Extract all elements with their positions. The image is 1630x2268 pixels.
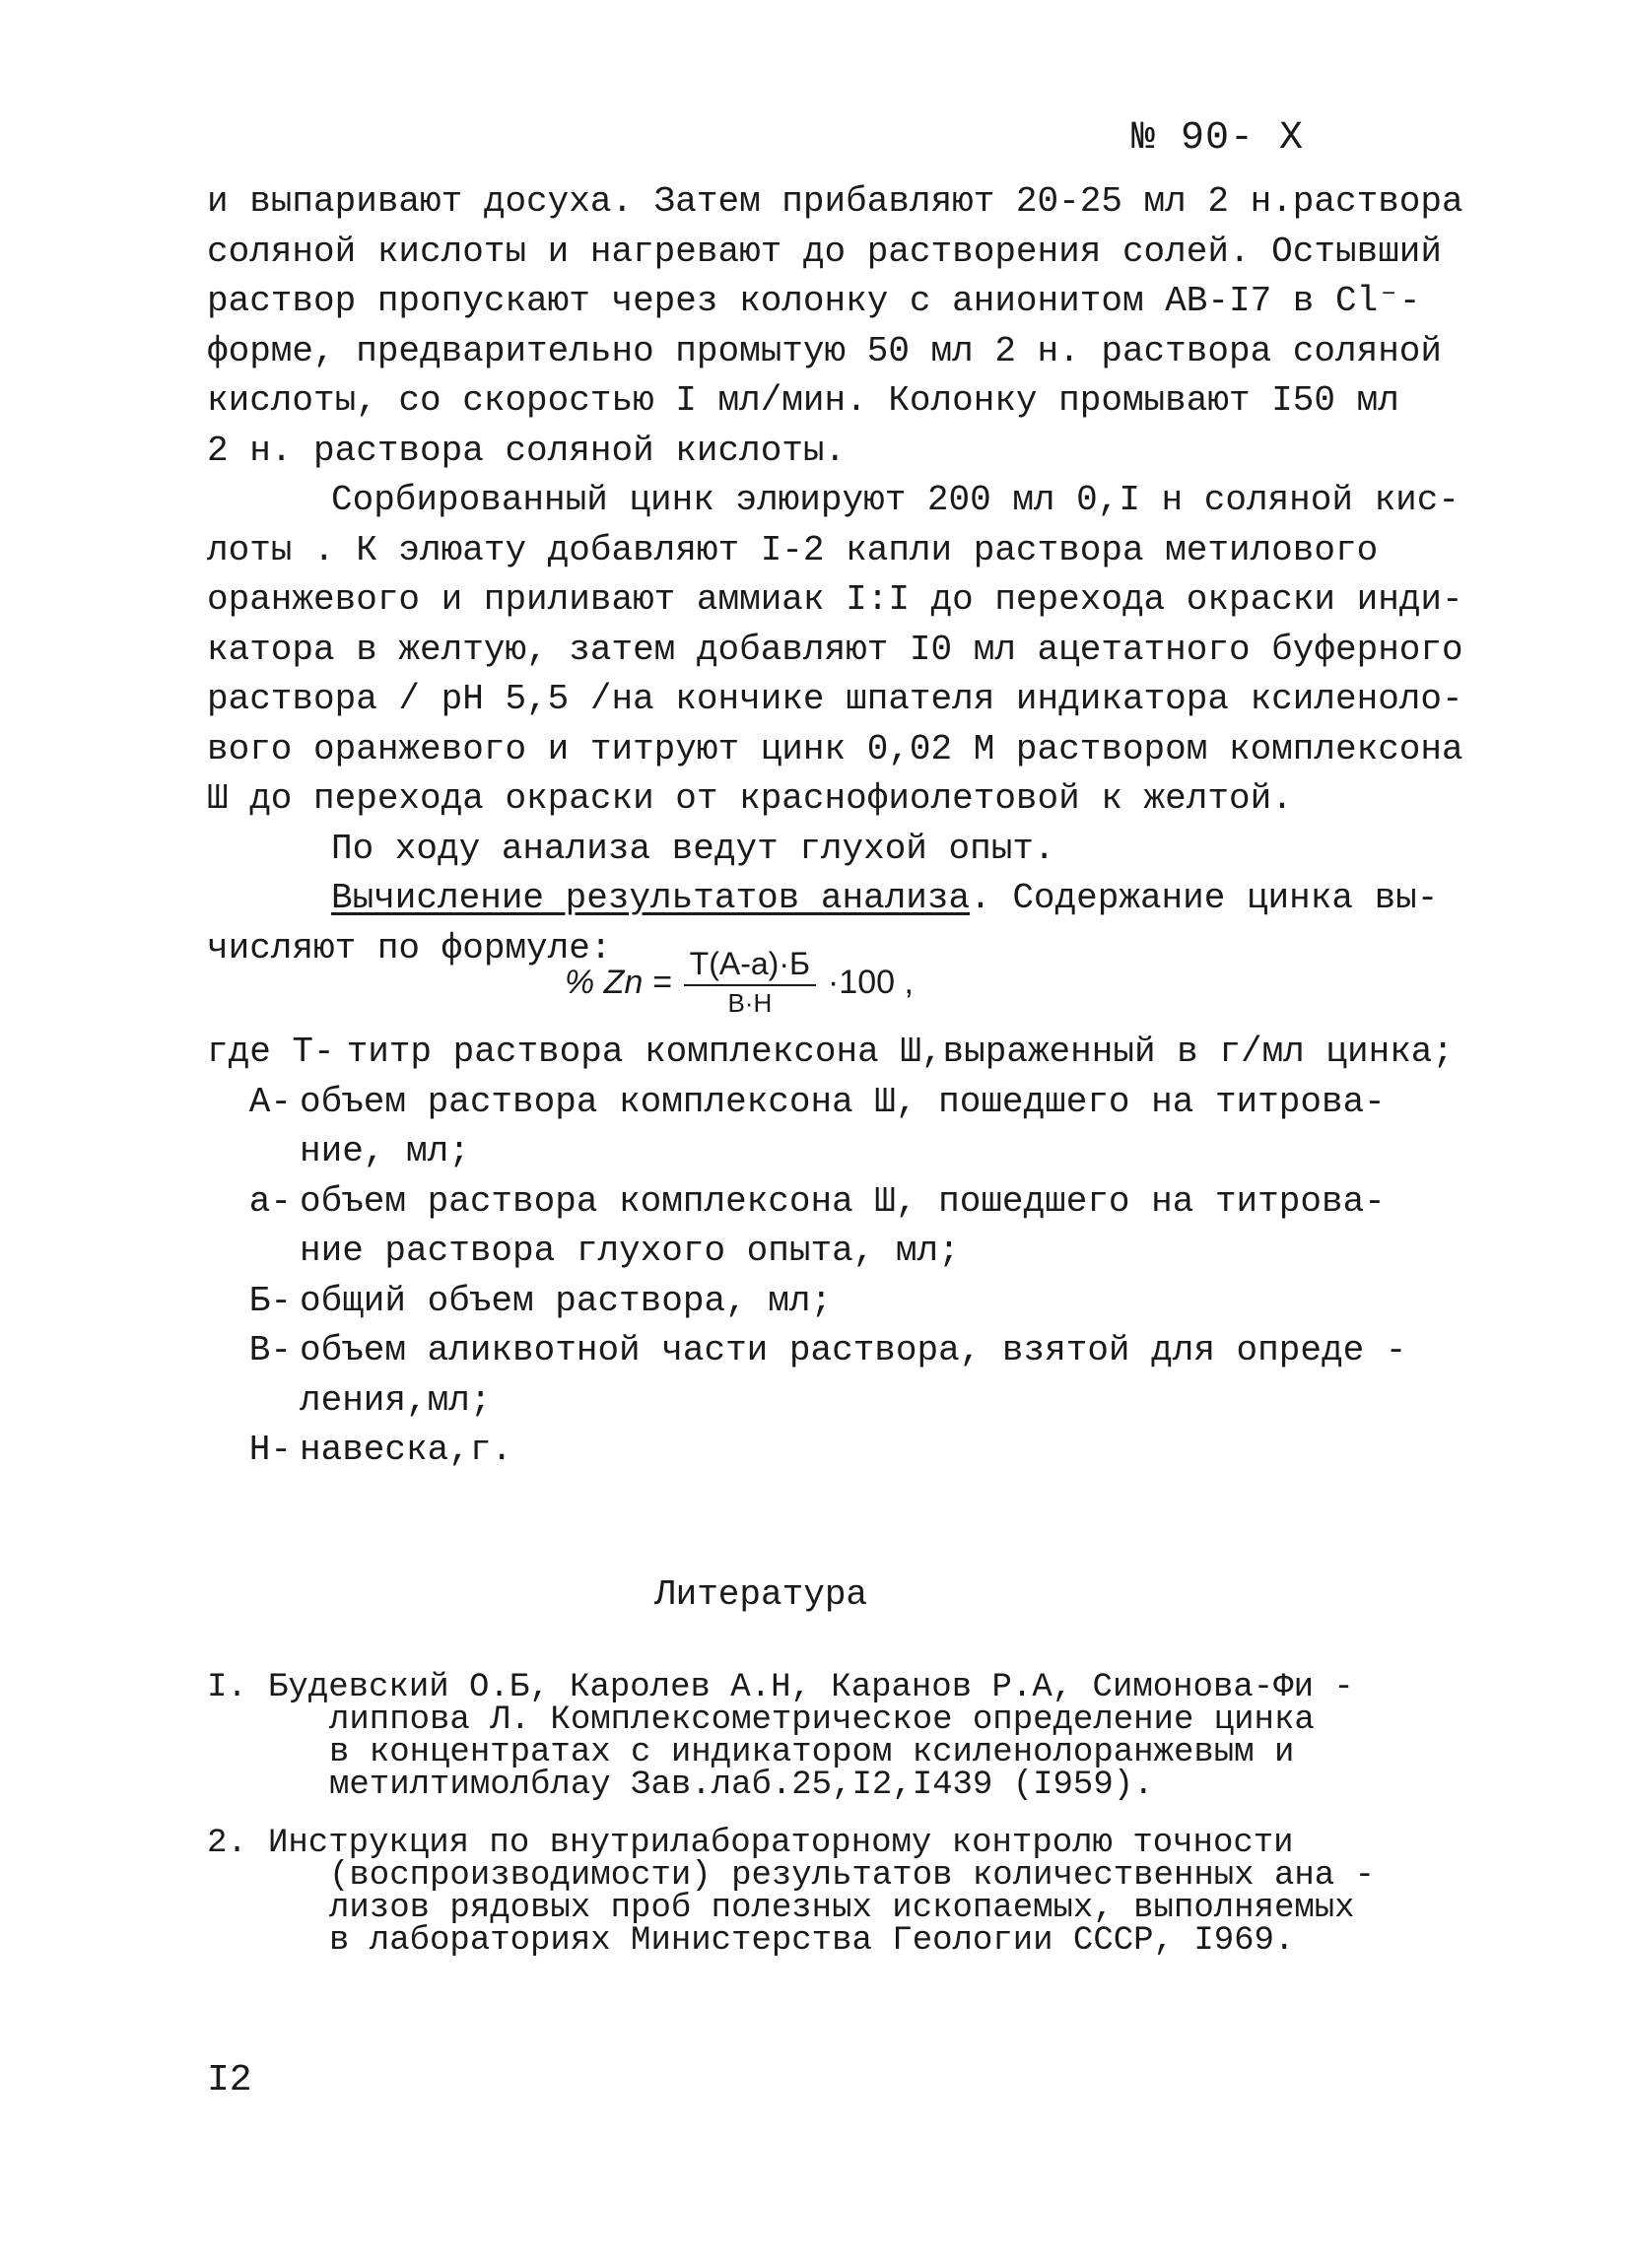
reference-line: в лабораториях Министерства Геологии СССР, I969.: [329, 1922, 1295, 1960]
document-number: № 90- X: [1131, 116, 1305, 161]
text-line: форме, предварительно промытую 50 мл 2 н. раствора соляной: [207, 330, 1443, 371]
text-line: числяют по формуле:: [207, 927, 612, 968]
text-line: лоты . К элюату добавляют I-2 капли раствора метилового: [207, 529, 1379, 570]
variable-definitions: [207, 1028, 1455, 1476]
text-line: катора в желтую, затем добавляют I0 мл ацетатного буферного: [207, 629, 1463, 670]
section-heading: Вычисление результатов анализа: [331, 878, 971, 918]
reference-line: в концентратах с индикатором ксиленолоранжевым и: [329, 1734, 1295, 1771]
formula-denominator: B·H: [727, 988, 773, 1018]
reference-line: липпова Л. Комплексометрическое определение цинка: [329, 1701, 1315, 1739]
body-text: [207, 177, 1463, 973]
text-line: 2 н. раствора соляной кислоты.: [207, 430, 847, 471]
calculation-heading-line: [207, 874, 1439, 924]
reference-list: [207, 1669, 1429, 1983]
reference-line: метилтимолблау Зав.лаб.25,I2,I439 (I959).: [329, 1767, 1154, 1804]
reference-text: [268, 1669, 1429, 1804]
text-line: Ш до перехода окраски от краснофиолетовой к желтой.: [207, 778, 1293, 819]
variable-definition: навеска,г.: [300, 1430, 513, 1470]
literature-title: Литература: [654, 1574, 868, 1615]
reference-text: [268, 1825, 1429, 1960]
variable-row: [207, 1277, 1429, 1327]
text-line: раствор пропускают через колонку с анионитом АВ-I7 в Cl⁻-: [207, 281, 1421, 321]
reference-number: 2.: [207, 1825, 247, 1862]
text-line: По ходу анализа ведут глухой опыт.: [331, 828, 1055, 869]
variable-definition-continued: ления,мл;: [300, 1379, 492, 1421]
variable-definition: общий объем раствора, мл;: [300, 1280, 833, 1321]
variable-definition-continued: ние, мл;: [300, 1131, 470, 1171]
variable-key: Б-: [248, 1280, 292, 1321]
variable-key: Н-: [248, 1430, 292, 1470]
text-line: вого оранжевого и титруют цинк 0,02 М раствором комплексона: [207, 728, 1463, 769]
formula-numerator: T(A-a)·Б: [684, 946, 816, 986]
reference-number: I.: [207, 1669, 247, 1706]
variable-row: [207, 1028, 1455, 1078]
text-fragment: . Содержание цинка вы-: [970, 878, 1439, 918]
reference-item: [207, 1669, 1429, 1804]
variable-row: [207, 1426, 1429, 1476]
variable-intro: где Т-: [207, 1032, 335, 1072]
variable-definition: объем аликвотной части раствора, взятой для опреде -: [300, 1330, 1407, 1370]
text-line: соляной кислоты и нагревают до растворения солей. Остывший: [207, 231, 1443, 272]
text-line: оранжевого и приливают аммиак I:I до перехода окраски инди-: [207, 579, 1463, 620]
reference-line: лизов рядовых проб полезных ископаемых, выполняемых: [329, 1890, 1355, 1927]
text-line: Сорбированный цинк элюируют 200 мл 0,I н соляной кис-: [331, 480, 1460, 520]
formula-multiplier: ·100 ,: [827, 963, 914, 1001]
formula-fraction: [684, 946, 816, 1019]
variable-key: А-: [248, 1081, 292, 1122]
text-line: раствора / рН 5,5 /на кончике шпателя индикатора ксиленоло-: [207, 679, 1463, 719]
page-number: I2: [207, 2059, 252, 2101]
zinc-formula: [565, 946, 914, 1019]
variable-row: [207, 1078, 1429, 1128]
reference-line: (воспроизводимости) результатов количественных ана -: [329, 1857, 1375, 1895]
reference-line: Будевский О.Б, Каролев А.Н, Каранов Р.А, Симонова-Фи -: [268, 1669, 1354, 1706]
variable-definition: объем раствора комплексона Ш, пошедшего на титрова-: [300, 1180, 1386, 1222]
variable-row: [207, 1326, 1429, 1376]
text-line: кислоты, со скоростью I мл/мин. Колонку промывают I50 мл: [207, 380, 1399, 421]
variable-key: В-: [248, 1330, 292, 1370]
variable-key: а-: [248, 1180, 292, 1222]
formula-lhs: % Zn =: [565, 963, 672, 1001]
variable-definition: титр раствора комплексона Ш,выраженный в г/мл цинка;: [346, 1032, 1455, 1072]
text-line: и выпаривают досуха. Затем прибавляют 20-25 мл 2 н.раствора: [207, 181, 1463, 222]
reference-item: [207, 1825, 1429, 1960]
reference-line: Инструкция по внутрилабораторному контролю точности: [268, 1825, 1294, 1862]
variable-definition-continued: ние раствора глухого опыта, мл;: [300, 1231, 960, 1271]
variable-row: [207, 1177, 1429, 1228]
variable-definition: объем раствора комплексона Ш, пошедшего на титрова-: [300, 1081, 1386, 1122]
